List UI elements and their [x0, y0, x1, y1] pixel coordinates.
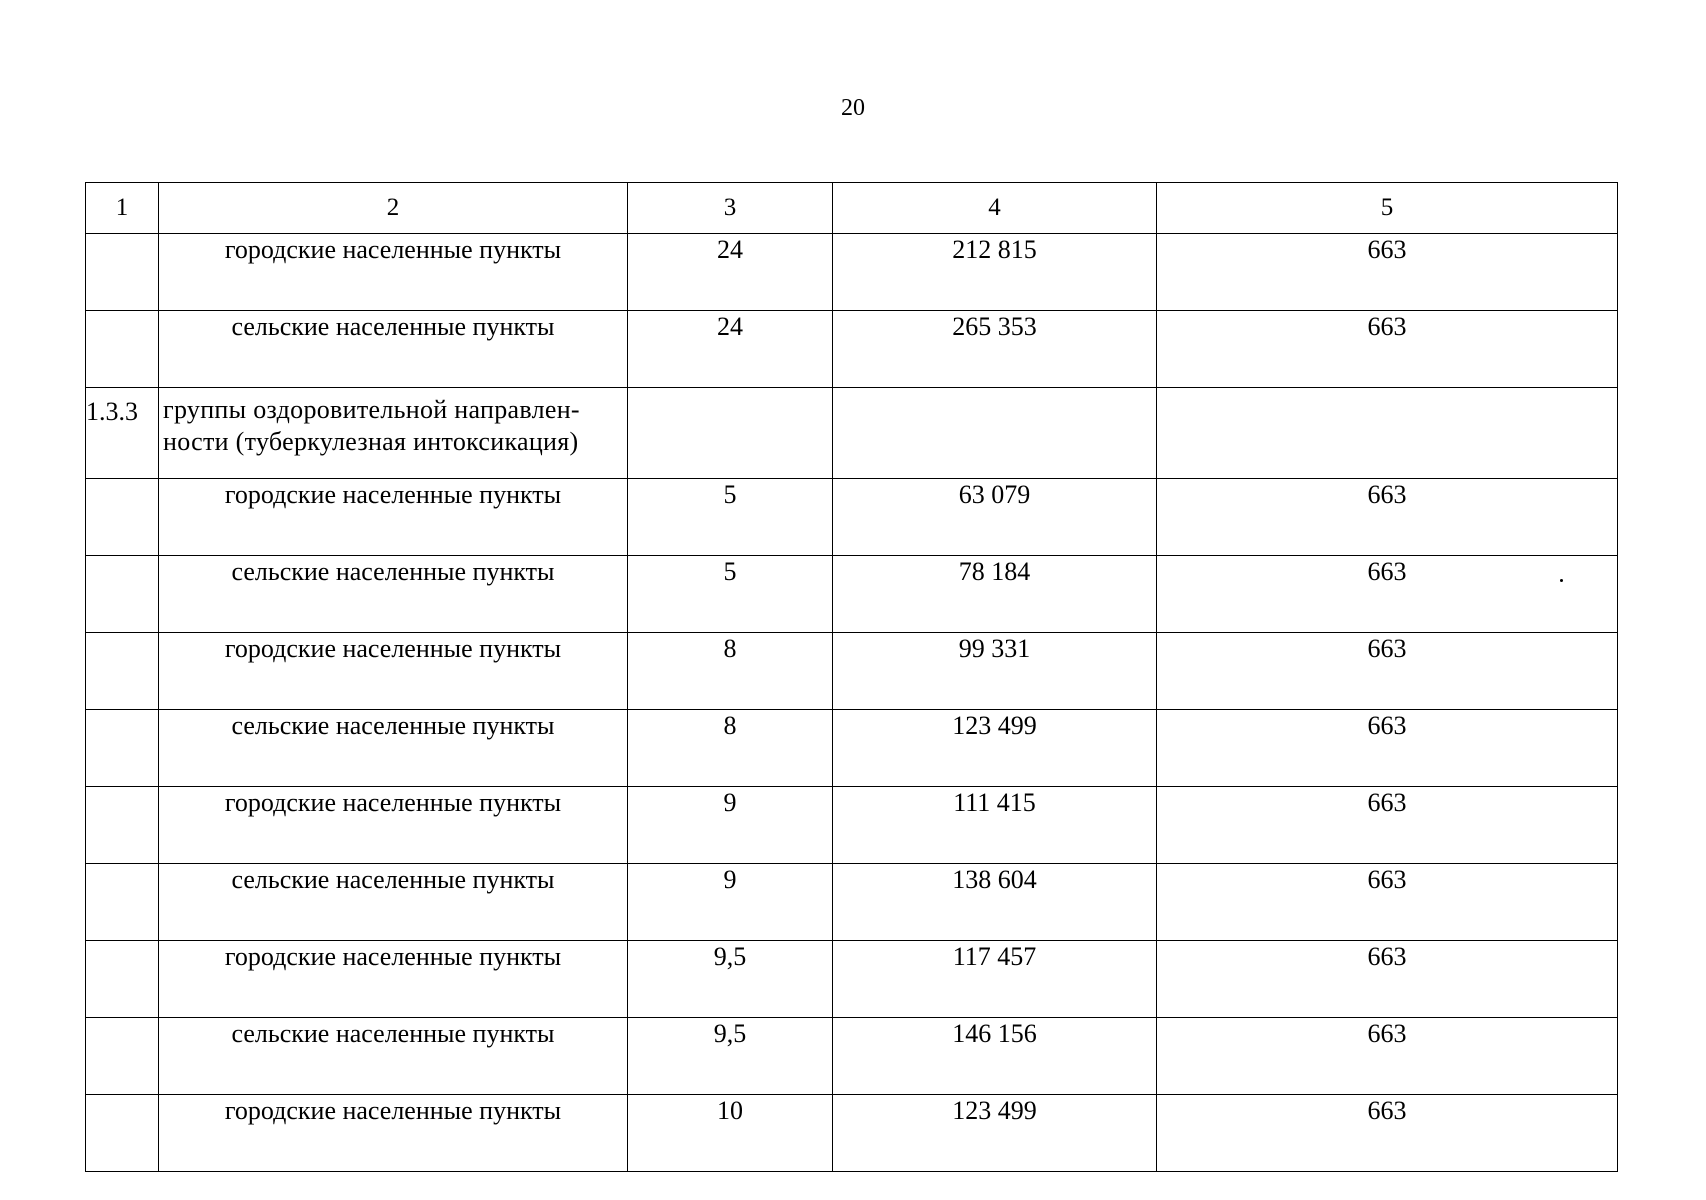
column-4-cell: 63 079 [833, 479, 1157, 556]
column-header-2: 2 [159, 183, 628, 234]
column-header-5: 5 [1157, 183, 1618, 234]
row-number-cell [86, 864, 159, 941]
column-3-cell: 10 [628, 1095, 833, 1172]
table-row [86, 864, 1618, 941]
column-3-cell: 8 [628, 710, 833, 787]
row-number-cell [86, 1018, 159, 1095]
section-title-cell [159, 388, 628, 479]
column-3-cell: 5 [628, 556, 833, 633]
row-number-cell [86, 941, 159, 1018]
row-number-cell [86, 311, 159, 388]
table-row [86, 787, 1618, 864]
section-title-line-2: ности (туберкулезная интоксикация) [163, 427, 579, 456]
row-number-cell [86, 1095, 159, 1172]
page-number: 20 [841, 95, 865, 121]
table-row [86, 633, 1618, 710]
column-3-cell: 9,5 [628, 1018, 833, 1095]
column-4-cell: 123 499 [833, 710, 1157, 787]
column-4-cell: 123 499 [833, 1095, 1157, 1172]
settlement-type-cell: городские населенные пункты [159, 787, 628, 864]
section-number-cell: 1.3.3 [86, 388, 159, 479]
settlement-type-cell: городские населенные пункты [159, 479, 628, 556]
column-5-cell: 663 [1157, 1018, 1618, 1095]
table-row [86, 1095, 1618, 1172]
column-5-cell [1157, 388, 1618, 479]
section-title-line-1: группы оздоровительной направлен- [163, 395, 580, 424]
table-row [86, 941, 1618, 1018]
column-4-cell [833, 388, 1157, 479]
settlement-type-cell: городские населенные пункты [159, 633, 628, 710]
column-4-cell: 265 353 [833, 311, 1157, 388]
row-number-cell [86, 633, 159, 710]
column-5-cell: 663 [1157, 479, 1618, 556]
row-number-cell [86, 787, 159, 864]
column-5-cell: 663 [1157, 787, 1618, 864]
settlement-type-cell: сельские населенные пункты [159, 710, 628, 787]
table-row [86, 234, 1618, 311]
table-row [86, 1018, 1618, 1095]
settlement-type-cell: городские населенные пункты [159, 234, 628, 311]
column-header-1: 1 [86, 183, 159, 234]
row-number-cell [86, 556, 159, 633]
column-3-cell: 24 [628, 234, 833, 311]
table-row [86, 710, 1618, 787]
column-5-cell: 663 [1157, 1095, 1618, 1172]
column-4-cell: 117 457 [833, 941, 1157, 1018]
row-number-cell [86, 710, 159, 787]
settlement-type-cell: городские населенные пункты [159, 1095, 628, 1172]
table-row [86, 556, 1618, 633]
scan-speck [1560, 579, 1563, 582]
table-header-row [86, 183, 1618, 234]
column-3-cell: 8 [628, 633, 833, 710]
table-row [86, 479, 1618, 556]
table-row [86, 311, 1618, 388]
settlement-type-cell: сельские населенные пункты [159, 1018, 628, 1095]
column-3-cell [628, 388, 833, 479]
settlement-type-cell: городские населенные пункты [159, 941, 628, 1018]
column-3-cell: 24 [628, 311, 833, 388]
data-table [85, 182, 1618, 1172]
column-header-3: 3 [628, 183, 833, 234]
row-number-cell [86, 479, 159, 556]
settlement-type-cell: сельские населенные пункты [159, 864, 628, 941]
column-4-cell: 146 156 [833, 1018, 1157, 1095]
column-5-cell: 663 [1157, 941, 1618, 1018]
column-3-cell: 9 [628, 864, 833, 941]
column-4-cell: 111 415 [833, 787, 1157, 864]
column-3-cell: 9 [628, 787, 833, 864]
column-header-4: 4 [833, 183, 1157, 234]
column-5-cell: 663 [1157, 864, 1618, 941]
column-4-cell: 212 815 [833, 234, 1157, 311]
settlement-type-cell: сельские населенные пункты [159, 311, 628, 388]
column-5-cell: 663 [1157, 710, 1618, 787]
column-3-cell: 5 [628, 479, 833, 556]
column-5-cell: 663 [1157, 633, 1618, 710]
column-4-cell: 138 604 [833, 864, 1157, 941]
column-4-cell: 99 331 [833, 633, 1157, 710]
column-3-cell: 9,5 [628, 941, 833, 1018]
column-5-cell: 663 [1157, 556, 1618, 633]
column-5-cell: 663 [1157, 311, 1618, 388]
row-number-cell [86, 234, 159, 311]
settlement-type-cell: сельские населенные пункты [159, 556, 628, 633]
column-4-cell: 78 184 [833, 556, 1157, 633]
section-heading-row [86, 388, 1618, 479]
column-5-cell: 663 [1157, 234, 1618, 311]
